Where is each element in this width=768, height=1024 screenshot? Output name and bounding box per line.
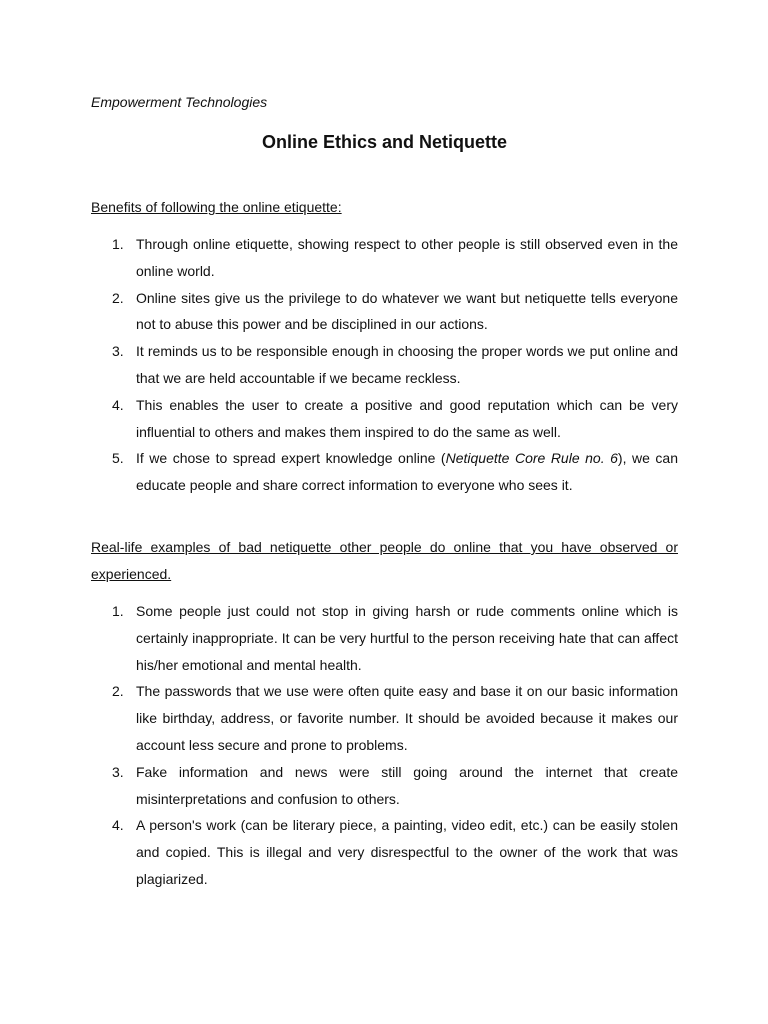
- benefits-list: [91, 231, 678, 499]
- item-text: A person's work (can be literary piece, a painting, video edit, etc.) can be easily stolen and copied. This is illegal and very disrespectful to the owner of the work that was plagiarized.: [136, 817, 678, 887]
- item-text: Through online etiquette, showing respect to other people is still observed even in the online world.: [136, 236, 678, 279]
- item-text: Fake information and news were still going around the internet that create misinterpretations and confusion to others.: [136, 763, 678, 807]
- list-item: [91, 678, 678, 758]
- list-item: [91, 285, 678, 339]
- item-text: Some people just could not stop in giving harsh or rude comments online which is certainly inappropriate. It can be very hurtful to the person receiving hate that can affect his/her emotional and mental health.: [136, 602, 678, 673]
- list-item: [91, 598, 678, 678]
- item-text-end: ), we can educate people and share correct information to everyone who sees it.: [136, 450, 678, 494]
- item-number: 2.: [112, 683, 124, 700]
- item-text: It reminds us to be responsible enough in choosing the proper words we put online and that we are held accountable if we became reckless.: [136, 343, 678, 386]
- list-item: [91, 338, 678, 392]
- list-item: [91, 231, 678, 285]
- item-number: 4.: [112, 817, 124, 834]
- item-text: Online sites give us the privilege to do whatever we want but netiquette tells everyone not to abuse this power and be disciplined in our actions.: [136, 289, 678, 333]
- item-number: 3.: [112, 763, 124, 780]
- list-item: [91, 392, 678, 446]
- benefits-heading: Benefits of following the online etiquette:: [91, 199, 342, 215]
- subject-line: Empowerment Technologies: [91, 94, 268, 110]
- item-text: This enables the user to create a positive and good reputation which can be very influential to others and makes them inspired to do the same as well.: [136, 396, 678, 440]
- list-item: [91, 812, 678, 892]
- examples-heading: Real-life examples of bad netiquette other people do online that you have observed or experienced.: [91, 538, 678, 582]
- item-number: 4.: [112, 396, 124, 413]
- item-number: 2.: [112, 289, 124, 306]
- item-number: 1.: [112, 602, 124, 619]
- list-item: [91, 759, 678, 813]
- item-text: The passwords that we use were often quite easy and base it on our basic information like birthday, address, or favorite number. It should be avoided because it makes our account less secure and prone to problems.: [136, 683, 678, 753]
- page-title: Online Ethics and Netiquette: [261, 132, 508, 152]
- item-text-start: If we chose to spread expert knowledge online (: [136, 450, 446, 467]
- document-page: [91, 91, 678, 893]
- item-number: 1.: [112, 236, 124, 252]
- list-item: [91, 445, 678, 499]
- item-number: 5.: [112, 450, 124, 467]
- examples-list: [91, 598, 678, 893]
- item-number: 3.: [112, 343, 124, 360]
- core-rule-reference: Netiquette Core Rule no. 6: [445, 450, 618, 467]
